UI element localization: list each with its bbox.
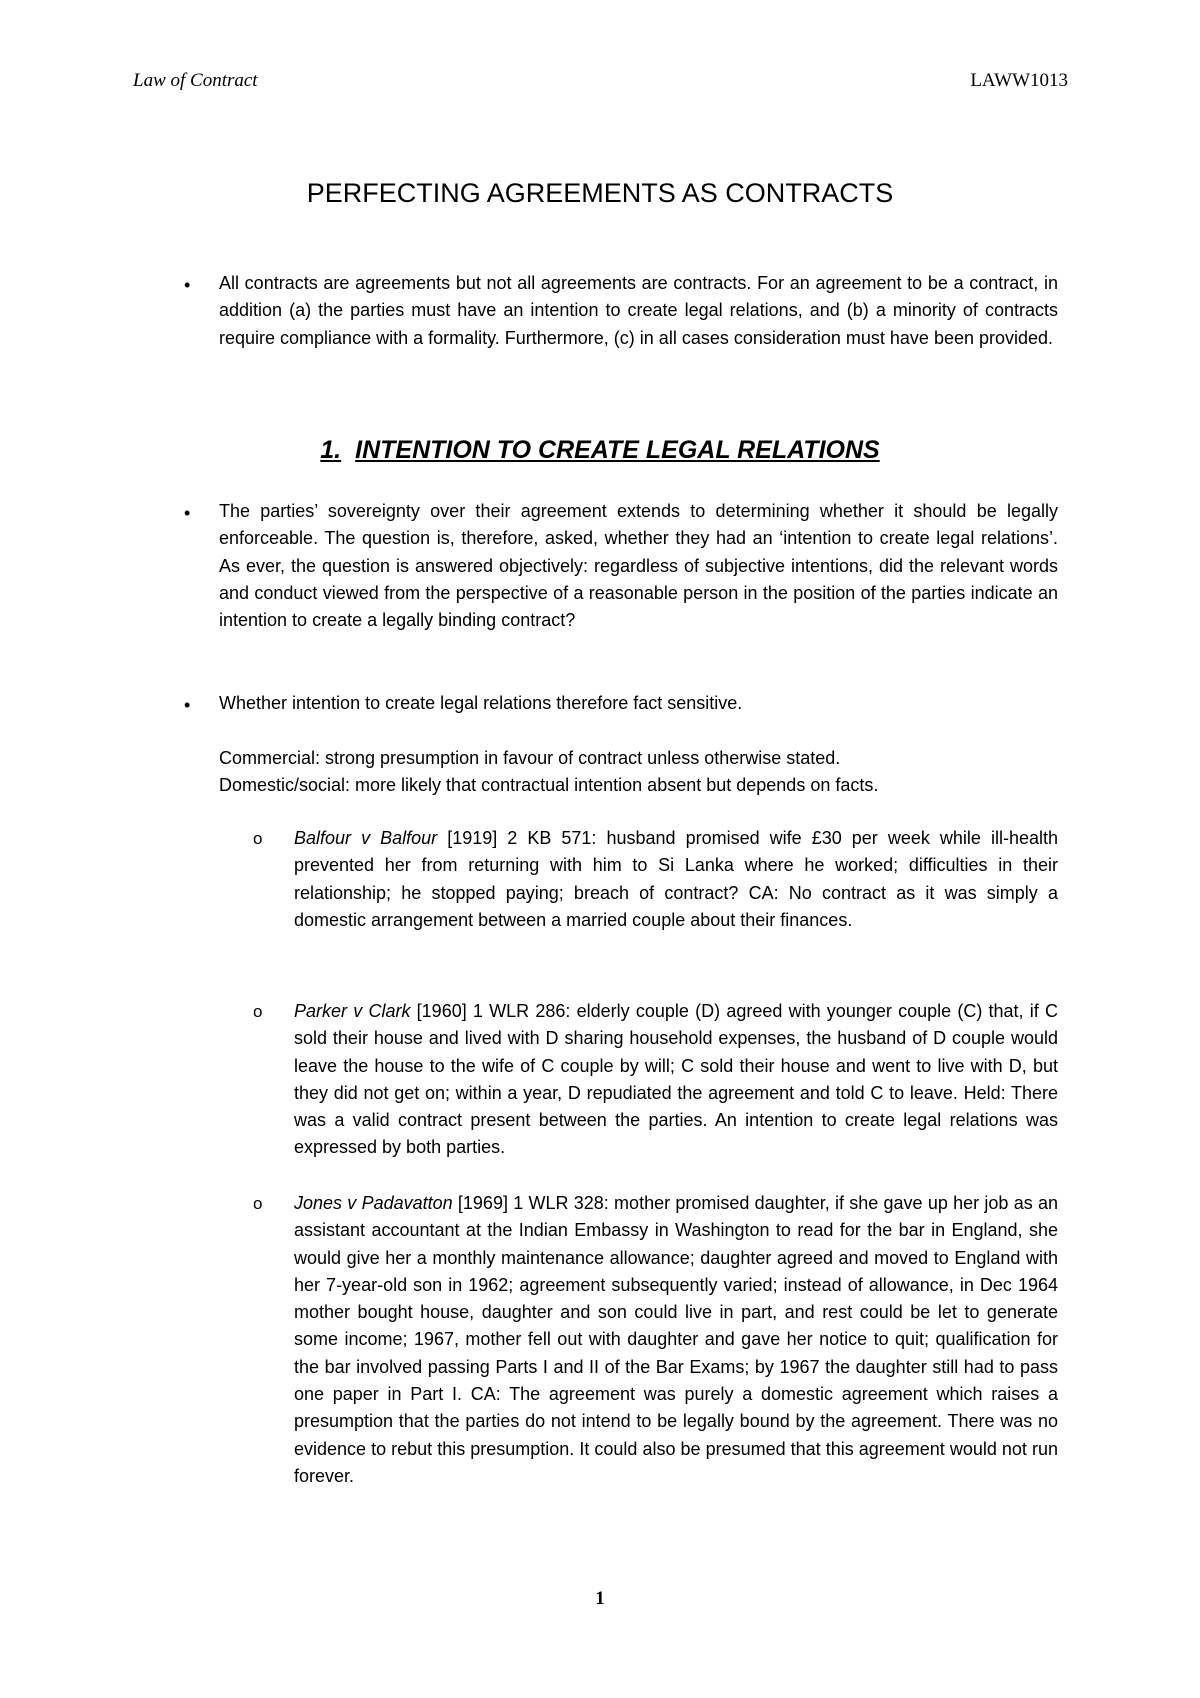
commercial-note: Commercial: strong presumption in favour of contract unless otherwise stated. <box>219 748 841 768</box>
page-number: 1 <box>595 1588 605 1609</box>
case-entry <box>294 1190 1058 1490</box>
case-name: Jones v Padavatton <box>294 1193 453 1213</box>
case-name: Parker v Clark <box>294 1001 411 1021</box>
section-title: INTENTION TO CREATE LEGAL RELATIONS <box>355 436 880 464</box>
domestic-note: Domestic/social: more likely that contractual intention absent but depends on facts. <box>219 775 879 795</box>
section-heading <box>0 436 1200 465</box>
header-course-name: Law of Contract <box>133 70 258 91</box>
bullet-paragraph: Whether intention to create legal relations therefore fact sensitive. <box>219 693 743 713</box>
case-entry <box>294 825 1058 934</box>
case-text: [1969] 1 WLR 328: mother promised daughter, if she gave up her job as an assistant accountant at the Indian Embassy in Washington to read for the bar in England, she would give her a monthly maintenance allowance; daughter agreed and moved to England with her 7-year-old son in 1962; agreement subsequently varied; instead of allowance, in Dec 1964 mother bought house, daughter and son could live in part, and rest could be let to generate some income; 1967, mother fell out with daughter and gave her notice to quit; qualification for the bar involved passing Parts I and II of the Bar Exams; by 1967 the daughter still had to pass one paper in Part I. CA: The agreement was purely a domestic agreement which raises a presumption that the parties do not intend to be legally bound by the agreement. There was no evidence to rebut this presumption. It could also be presumed that this agreement would not run forever. <box>294 1193 1058 1486</box>
header-course-code: LAWW1013 <box>970 70 1068 91</box>
case-name: Balfour v Balfour <box>294 828 438 848</box>
case-marker: o <box>253 1002 263 1021</box>
case-marker: o <box>253 1194 263 1213</box>
case-entry <box>294 998 1058 1162</box>
bullet-paragraph: The parties’ sovereignty over their agreement extends to determining whether it should be legally enforceable. The question is, therefore, asked, whether they had an ‘intention to create legal relations’. As ever, the question is answered objectively: regardless of subjective intentions, did the relevant words and conduct viewed from the perspective of a reasonable person in the position of the parties indicate an intention to create a legally binding contract? <box>219 501 1058 631</box>
case-text: [1919] 2 KB 571: husband promised wife £30 per week while ill-health prevented her from returning with him to Si Lanka where he worked; difficulties in their relationship; he stopped paying; breach of contract? CA: No contract as it was simply a domestic arrangement between a married couple about their finances. <box>294 828 1058 930</box>
case-text: [1960] 1 WLR 286: elderly couple (D) agreed with younger couple (C) that, if C sold their house and lived with D sharing household expenses, the husband of D couple would leave the house to the wife of C couple by will; C sold their house and went to live with D, but they did not get on; within a year, D repudiated the agreement and told C to leave. Held: There was a valid contract present between the parties. An intention to create legal relations was expressed by both parties. <box>294 1001 1058 1158</box>
bullet-marker: • <box>184 503 191 523</box>
bullet-marker: • <box>184 695 191 715</box>
intro-paragraph: All contracts are agreements but not all agreements are contracts. For an agreement to be a contract, in addition (a) the parties must have an intention to create legal relations, and (b) a minority of contracts require compliance with a formality. Furthermore, (c) in all cases consideration must have been provided. <box>219 273 1058 348</box>
case-marker: o <box>253 829 263 848</box>
section-number: 1. <box>320 436 342 464</box>
page-title: PERFECTING AGREEMENTS AS CONTRACTS <box>306 178 894 208</box>
bullet-marker: • <box>184 275 191 295</box>
